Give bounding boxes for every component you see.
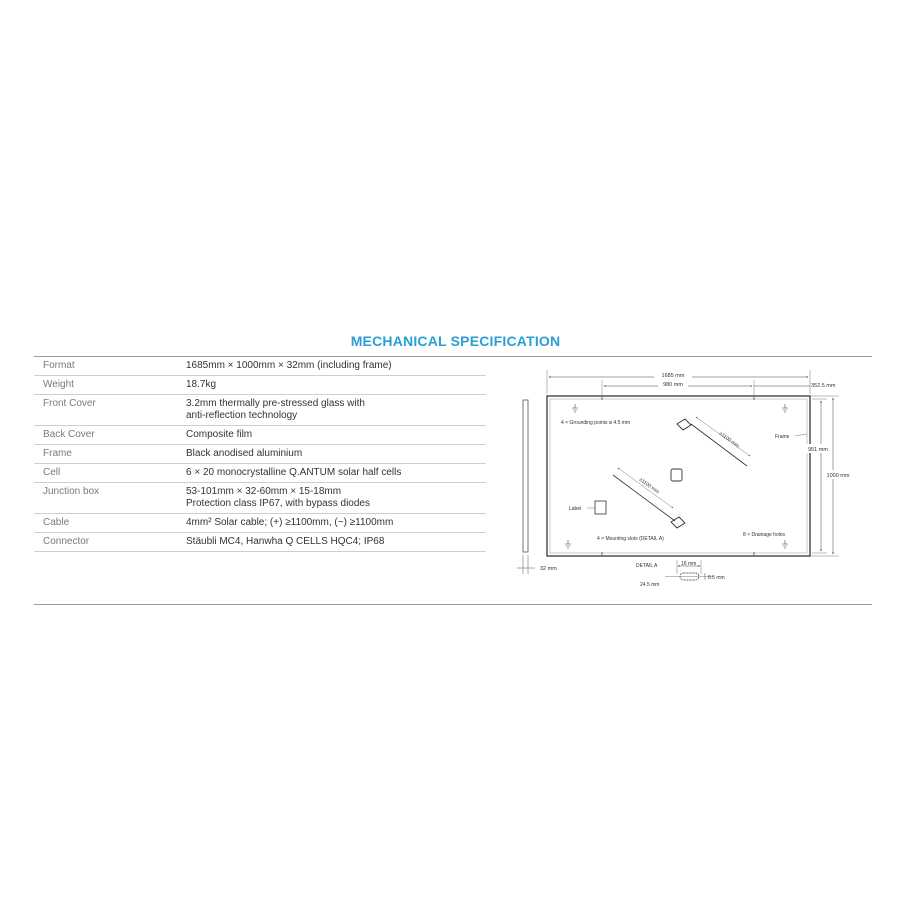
spec-label: Cable — [34, 514, 186, 533]
spec-table — [34, 357, 486, 552]
spec-label: Cell — [34, 464, 186, 483]
label-box — [595, 501, 606, 514]
spec-label: Front Cover — [34, 395, 186, 426]
cable-upper-length: ≥1100 mm — [717, 430, 741, 450]
spec-value — [186, 483, 486, 514]
dim-length-label: 1685 mm — [661, 373, 685, 379]
bottom-divider — [34, 604, 872, 605]
spec-row — [34, 483, 486, 514]
junction-box — [671, 469, 682, 481]
cable-lower — [613, 468, 685, 528]
spec-row — [34, 357, 486, 376]
spec-row — [34, 426, 486, 445]
spec-label: Frame — [34, 445, 186, 464]
mount-spacing-dimension — [602, 380, 754, 396]
width-dimension — [810, 396, 853, 556]
frame-label: Frame — [775, 434, 790, 440]
spec-value — [186, 514, 486, 533]
spec-label: Junction box — [34, 483, 186, 514]
depth-dimension — [517, 555, 557, 574]
spec-value-line: 3.2mm thermally pre-stressed glass with — [186, 398, 365, 409]
mounting-note: 4 × Mounting slots (DETAIL A) — [597, 536, 664, 542]
spec-value — [186, 357, 486, 376]
spec-value — [186, 464, 486, 483]
section-title: MECHANICAL SPECIFICATION — [350, 333, 561, 349]
spec-label: Format — [34, 357, 186, 376]
dim-inner-width-label: 951 mm — [808, 447, 828, 453]
spec-label: Connector — [34, 533, 186, 552]
detail-title: DETAIL A — [636, 563, 658, 569]
detail-length-label: 24.5 mm — [640, 582, 660, 588]
drainage-note: 8 × Drainage holes — [743, 532, 786, 538]
module-drawing — [505, 362, 855, 592]
frame-leader — [795, 434, 807, 436]
dim-edge-label: 352.5 mm — [811, 383, 836, 389]
side-profile — [523, 400, 528, 552]
edge-dimension — [754, 383, 836, 389]
spec-value — [186, 395, 486, 426]
detail-width-label: 16 mm — [681, 561, 697, 567]
detail-a — [636, 560, 725, 588]
spec-value-line: Black anodised aluminium — [186, 448, 303, 459]
spec-value-line: anti-reflection technology — [186, 410, 298, 421]
label-box-text: Label — [569, 506, 582, 512]
spec-value — [186, 376, 486, 395]
spec-value-line: Stäubli MC4, Hanwha Q CELLS HQC4; IP68 — [186, 536, 385, 547]
cable-lower-length: ≥1100 mm — [637, 476, 661, 496]
spec-value-line: Composite film — [186, 429, 253, 440]
grounding-note: 4 × Grounding points ø 4.5 mm — [561, 420, 631, 426]
spec-value-line: 18.7kg — [186, 379, 217, 390]
cable-upper — [677, 417, 750, 466]
spec-table-body — [34, 357, 486, 552]
spec-value — [186, 426, 486, 445]
spec-label: Back Cover — [34, 426, 186, 445]
dim-mount-spacing-label: 980 mm — [663, 382, 683, 388]
spec-row — [34, 533, 486, 552]
connector-icon — [671, 517, 685, 528]
spec-row — [34, 395, 486, 426]
spec-value — [186, 533, 486, 552]
spec-value-line: 53-101mm × 32-60mm × 15-18mm — [186, 486, 342, 497]
detail-height-label: 8.5 mm — [708, 575, 725, 581]
spec-value-line: 1685mm × 1000mm × 32mm (including frame) — [186, 360, 392, 371]
spec-value-line: 6 × 20 monocrystalline Q.ANTUM solar half cells — [186, 467, 402, 478]
spec-label: Weight — [34, 376, 186, 395]
spec-row — [34, 445, 486, 464]
spec-row — [34, 376, 486, 395]
spec-row — [34, 464, 486, 483]
dim-depth-label: 32 mm — [540, 566, 557, 572]
connector-icon — [677, 419, 691, 430]
spec-value-line: 4mm² Solar cable; (+) ≥1100mm, (−) ≥1100mm — [186, 517, 394, 528]
spec-value — [186, 445, 486, 464]
dim-width-label: 1000 mm — [826, 473, 850, 479]
spec-value-line: Protection class IP67, with bypass diodes — [186, 498, 370, 509]
spec-row — [34, 514, 486, 533]
